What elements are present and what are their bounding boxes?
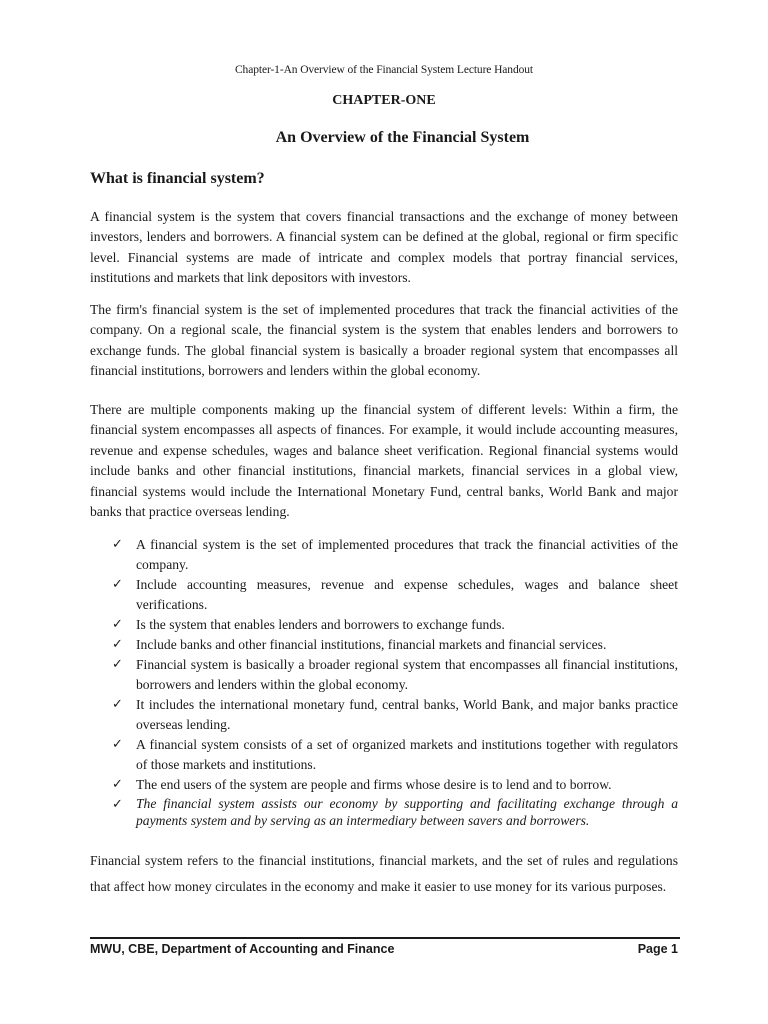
chapter-title: An Overview of the Financial System [275, 129, 530, 146]
footer-divider [90, 937, 680, 939]
list-item-text: The end users of the system are people and firms whose desire is to lend and to borrow. [136, 777, 612, 792]
footer-department: MWU, CBE, Department of Accounting and Finance [90, 942, 395, 956]
page-number: Page 1 [637, 942, 678, 956]
list-item [90, 735, 678, 775]
list-item-text: The financial system assists our economy by supporting and facilitating exchange through a payments system and by serving as an intermediary between savers and borrowers. [136, 796, 678, 828]
list-item-text: It includes the international monetary fund, central banks, World Bank, and major banks practice overseas lending. [136, 697, 678, 732]
checkmark-icon: ✓ [112, 637, 123, 652]
list-item [90, 535, 678, 575]
list-item [90, 795, 678, 829]
checkmark-icon: ✓ [112, 737, 123, 752]
list-item-text: A financial system consists of a set of organized markets and institutions together with regulators of those markets and institutions. [136, 737, 678, 772]
checkmark-icon: ✓ [112, 697, 123, 712]
checkmark-icon: ✓ [112, 577, 123, 592]
paragraph-components: There are multiple components making up the financial system of different levels: Within a firm, the financial system encompasses all aspects of finances. For example, it would include accounting measures, revenue and expense schedules, wages and balance sheet verification. Regional financial systems would include banks and other financial institutions, financial markets, financial services in a global view, financial systems would include the International Monetary Fund, central banks, World Bank and major banks that practice overseas lending. [90, 402, 678, 520]
list-item [90, 775, 678, 795]
list-item-text: Include banks and other financial institutions, financial markets and financial services. [136, 637, 607, 652]
list-item-text: Include accounting measures, revenue and expense schedules, wages and balance sheet verifications. [136, 577, 678, 612]
list-item-text: Is the system that enables lenders and borrowers to exchange funds. [136, 617, 505, 632]
list-item [90, 635, 678, 655]
list-item [90, 575, 678, 615]
list-item-text: A financial system is the set of implemented procedures that track the financial activities of the company. [136, 537, 678, 572]
list-item [90, 695, 678, 735]
section-heading: What is financial system? [90, 170, 265, 187]
list-item [90, 655, 678, 695]
paragraph-summary: Financial system refers to the financial institutions, financial markets, and the set of rules and regulations that affect how money circulates in the economy and make it easier to use money for its various purposes. [90, 853, 678, 894]
checkmark-icon: ✓ [112, 617, 123, 632]
list-item-text: Financial system is basically a broader regional system that encompasses all financial institutions, borrowers and lenders within the global economy. [136, 657, 678, 692]
paragraph-definition: A financial system is the system that covers financial transactions and the exchange of money between investors, lenders and borrowers. A financial system can be defined at the global, regional or firm specific level. Financial systems are made of intricate and complex models that portray financial services, institutions and markets that link depositors with investors. [90, 209, 678, 286]
checkmark-icon: ✓ [112, 657, 123, 672]
chapter-label: CHAPTER-ONE [332, 93, 436, 108]
checkmark-icon: ✓ [112, 537, 123, 552]
running-header: Chapter-1-An Overview of the Financial System Lecture Handout [234, 64, 533, 76]
list-item [90, 615, 678, 635]
paragraph-firm-system: The firm's financial system is the set of implemented procedures that track the financial activities of the company. On a regional scale, the financial system is the system that enables lenders and borrowers to exchange funds. The global financial system is basically a broader regional system that encompasses all financial institutions, borrowers and lenders within the global economy. [90, 302, 678, 379]
bullet-list [90, 535, 678, 829]
checkmark-icon: ✓ [112, 797, 123, 812]
checkmark-icon: ✓ [112, 777, 123, 792]
